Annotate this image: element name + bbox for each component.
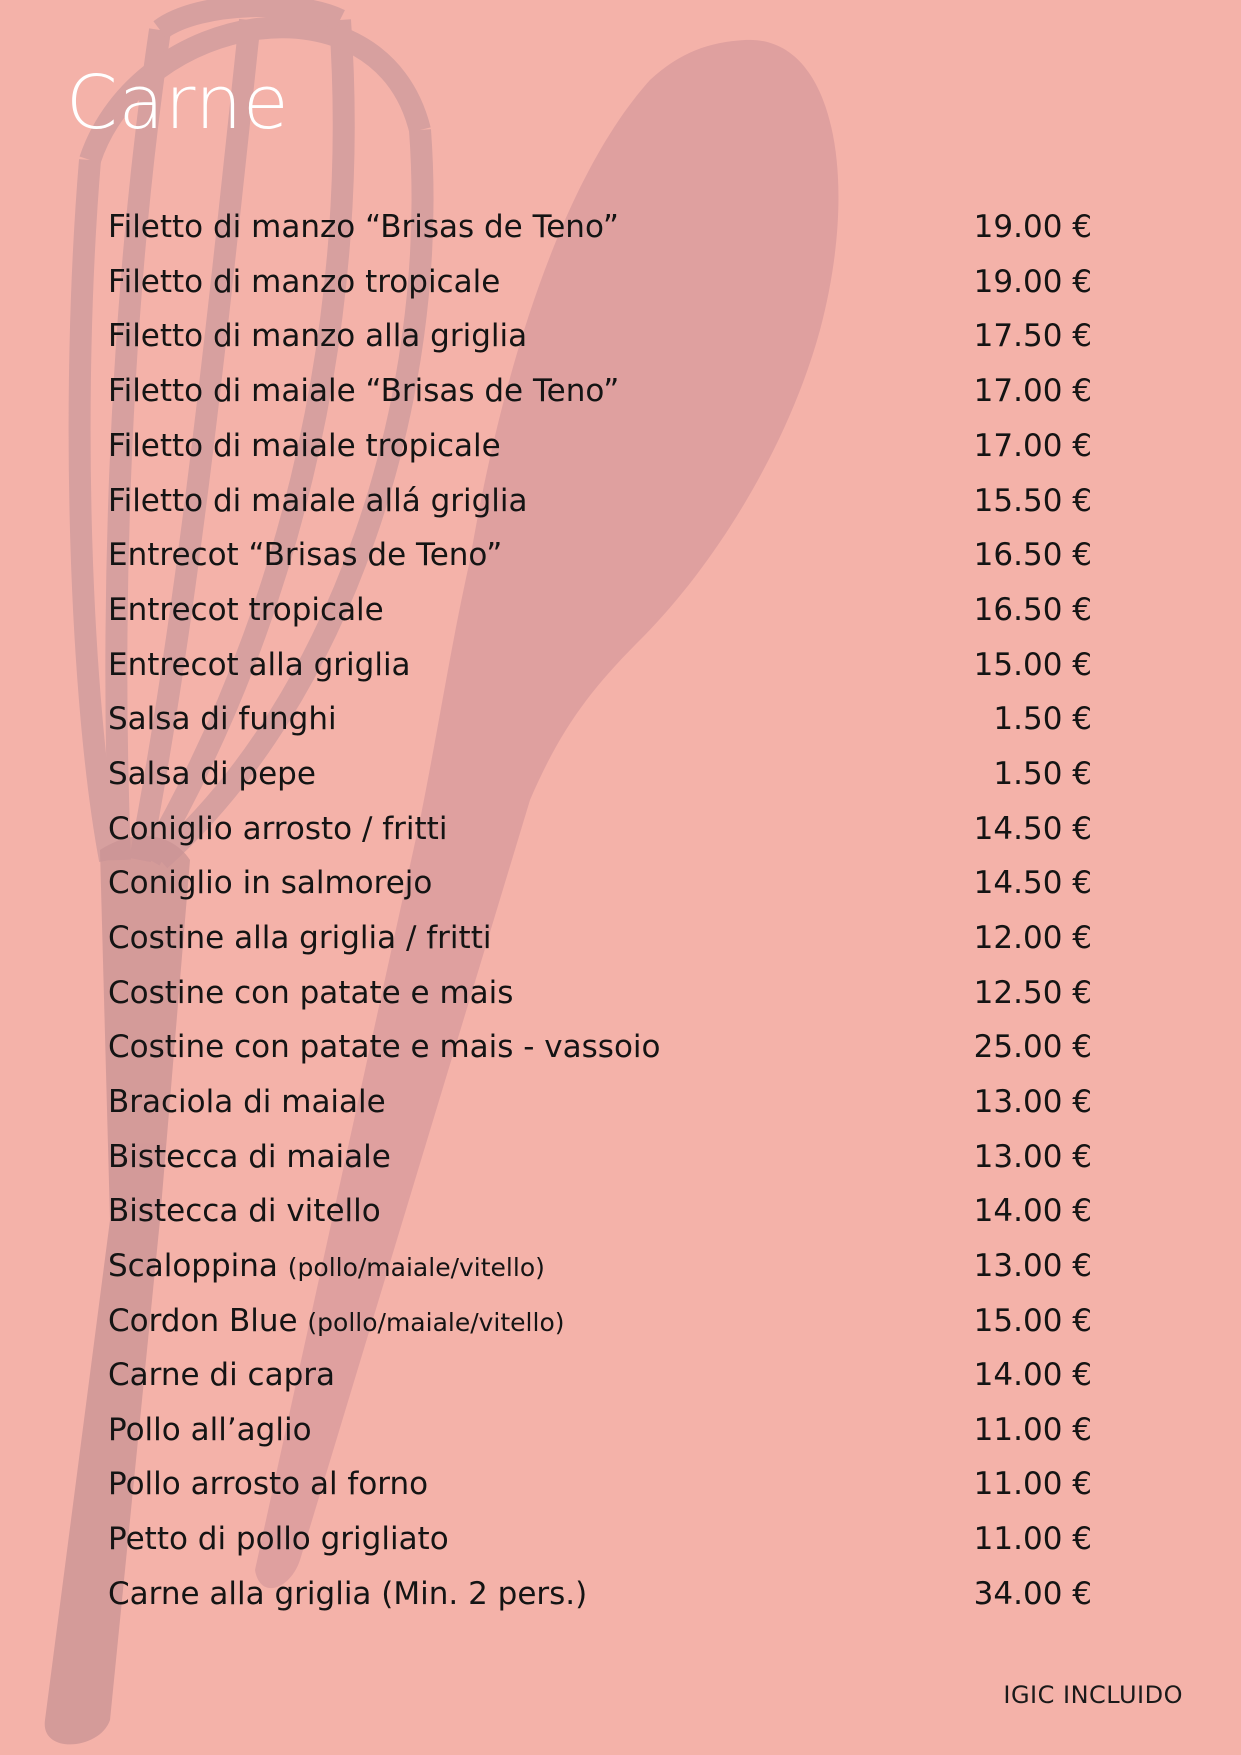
item-note: (pollo/maiale/vitello) — [287, 1253, 545, 1282]
item-price: 14.00 € — [973, 1193, 1092, 1229]
item-price: 19.00 € — [973, 264, 1092, 300]
item-price: 11.00 € — [973, 1521, 1092, 1557]
menu-item — [108, 313, 1092, 359]
item-name: Salsa di funghi — [108, 701, 337, 737]
menu-item — [108, 970, 1092, 1016]
item-price: 14.50 € — [973, 865, 1092, 901]
item-price: 11.00 € — [973, 1466, 1092, 1502]
item-name: Entrecot “Brisas de Teno” — [108, 537, 503, 573]
item-name: Bistecca di maiale — [108, 1139, 391, 1175]
page-title: Carne — [66, 60, 290, 146]
menu-item — [108, 423, 1092, 469]
item-price: 16.50 € — [973, 592, 1092, 628]
item-name: Braciola di maiale — [108, 1084, 386, 1120]
item-name: Petto di pollo grigliato — [108, 1521, 449, 1557]
item-price: 13.00 € — [973, 1084, 1092, 1120]
item-name: Filetto di maiale allá griglia — [108, 483, 528, 519]
menu-item — [108, 259, 1092, 305]
item-price: 12.50 € — [973, 975, 1092, 1011]
item-price: 17.00 € — [973, 428, 1092, 464]
item-price: 12.00 € — [973, 920, 1092, 956]
item-price: 1.50 € — [993, 756, 1092, 792]
item-name: Costine alla griglia / fritti — [108, 920, 492, 956]
item-name: Entrecot alla griglia — [108, 647, 411, 683]
menu-item — [108, 751, 1092, 797]
item-price: 13.00 € — [973, 1248, 1092, 1284]
item-price: 1.50 € — [993, 701, 1092, 737]
menu-item — [108, 1461, 1092, 1507]
menu-item — [108, 860, 1092, 906]
menu-item — [108, 806, 1092, 852]
item-price: 15.50 € — [973, 483, 1092, 519]
menu-item — [108, 204, 1092, 250]
item-price: 11.00 € — [973, 1412, 1092, 1448]
item-name: Pollo all’aglio — [108, 1412, 312, 1448]
item-name: Coniglio in salmorejo — [108, 865, 433, 901]
item-price: 17.50 € — [973, 318, 1092, 354]
item-name: Coniglio arrosto / fritti — [108, 811, 448, 847]
menu-item — [108, 478, 1092, 524]
item-price: 13.00 € — [973, 1139, 1092, 1175]
item-name: Filetto di maiale “Brisas de Teno” — [108, 373, 620, 409]
menu-item — [108, 1134, 1092, 1180]
menu-item — [108, 368, 1092, 414]
menu-item — [108, 1571, 1092, 1617]
item-name: Carne alla griglia (Min. 2 pers.) — [108, 1576, 588, 1612]
item-name: Salsa di pepe — [108, 756, 316, 792]
item-name: Pollo arrosto al forno — [108, 1466, 429, 1502]
item-name: Cordon Blue — [108, 1303, 298, 1339]
tax-note: IGIC INCLUIDO — [1003, 1681, 1183, 1709]
item-name: Entrecot tropicale — [108, 592, 384, 628]
item-name: Filetto di maiale tropicale — [108, 428, 501, 464]
menu-item — [108, 1298, 1092, 1344]
item-price: 14.50 € — [973, 811, 1092, 847]
menu-item — [108, 1352, 1092, 1398]
menu-item — [108, 587, 1092, 633]
item-price: 17.00 € — [973, 373, 1092, 409]
menu-item — [108, 532, 1092, 578]
item-price: 14.00 € — [973, 1357, 1092, 1393]
menu-item — [108, 1407, 1092, 1453]
menu-item — [108, 1079, 1092, 1125]
item-price: 34.00 € — [973, 1576, 1092, 1612]
item-name: Filetto di manzo tropicale — [108, 264, 501, 300]
item-note: (pollo/maiale/vitello) — [307, 1308, 565, 1337]
menu-item — [108, 1516, 1092, 1562]
menu-item — [108, 1188, 1092, 1234]
menu-item — [108, 915, 1092, 961]
item-name: Filetto di manzo “Brisas de Teno” — [108, 209, 619, 245]
item-price: 25.00 € — [973, 1029, 1092, 1065]
item-name: Bistecca di vitello — [108, 1193, 381, 1229]
item-name: Scaloppina — [108, 1248, 278, 1284]
menu-item — [108, 696, 1092, 742]
item-name: Filetto di manzo alla griglia — [108, 318, 528, 354]
item-price: 19.00 € — [973, 209, 1092, 245]
item-price: 15.00 € — [973, 1303, 1092, 1339]
menu-item — [108, 1243, 1092, 1289]
menu-item — [108, 642, 1092, 688]
item-price: 15.00 € — [973, 647, 1092, 683]
item-name: Costine con patate e mais - vassoio — [108, 1029, 661, 1065]
item-price: 16.50 € — [973, 537, 1092, 573]
item-name: Carne di capra — [108, 1357, 336, 1393]
menu-item — [108, 1024, 1092, 1070]
item-name: Costine con patate e mais — [108, 975, 514, 1011]
